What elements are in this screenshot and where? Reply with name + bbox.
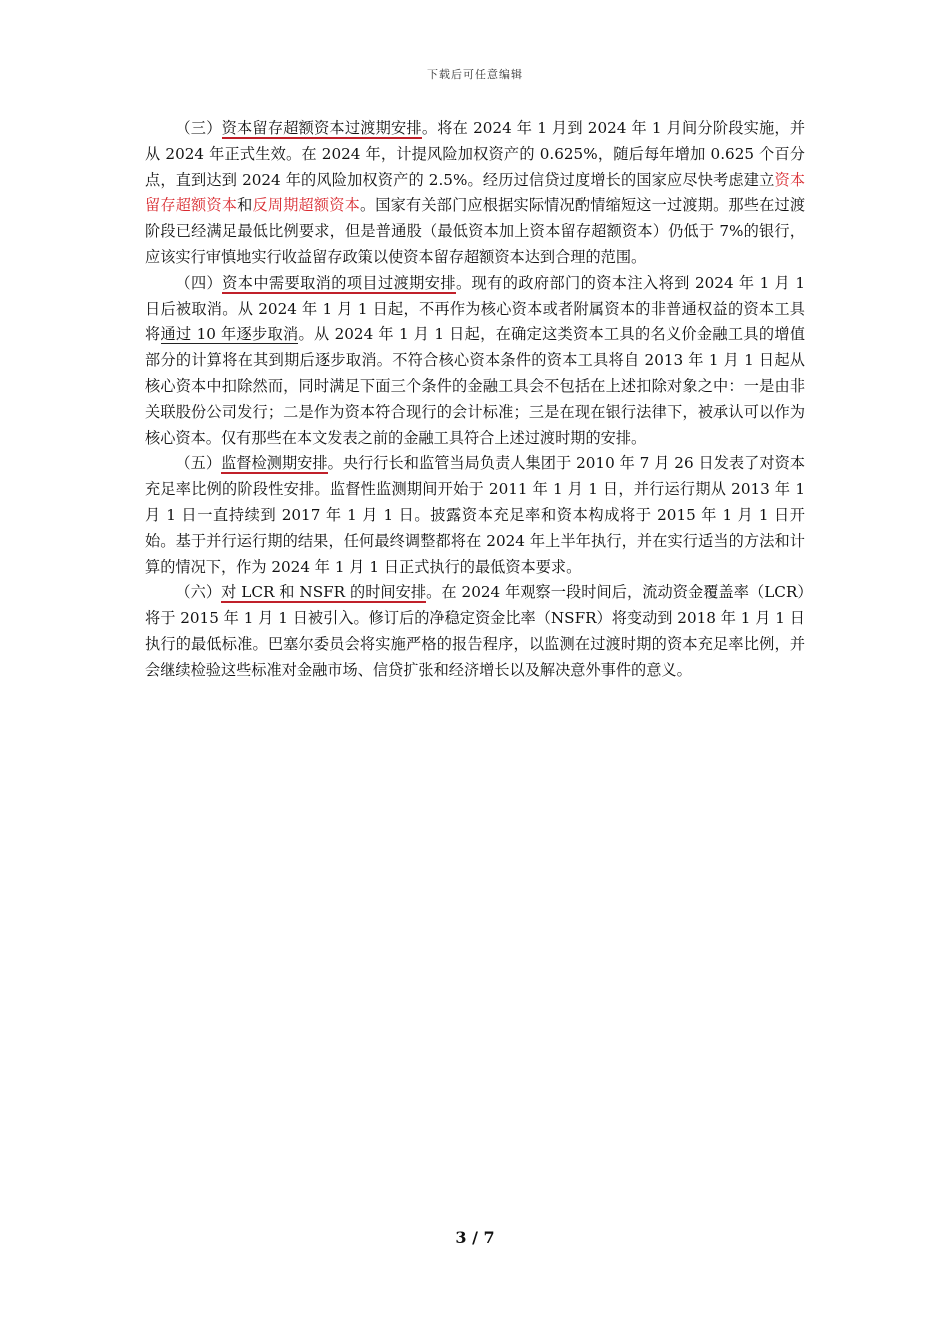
- section-6-text: 。在 2024 年观察一段时间后，流动资金覆盖率（LCR）将于 2015 年 1 月 1 日被引入。修订后的净稳定资金比率（NSFR）将变动到 2018 年 1 月 1 日执行的最低标准。巴塞尔委员会将实施严格的报告程序，以监测在过渡时期的资本充足率比例，并会继续检验这些标准对金融市场、信贷扩张和经济增长以及解决意外事件的意义。: [145, 583, 805, 679]
- document-body: [145, 116, 805, 684]
- countercyclical-buffer-highlight: 反周期超额资本: [252, 196, 360, 215]
- section-4-text-b: 。从 2024 年 1 月 1 日起，在确定这类资本工具的名义价金融工具的增值部分的计算将在其到期后逐步取消。不符合核心资本条件的资本工具将自 2013 年 1 月 1 日起从核心资本中扣除然而，同时满足下面三个条件的金融工具会不包括在上述扣除对象之中：一是由非关联股份公司发行；二是作为资本符合现行的会计标准；三是在现在银行法律下，被承认可以作为核心资本。仅有那些在本文发表之前的金融工具符合上述过渡时期的安排。: [145, 325, 806, 447]
- section-3-number: （三）: [175, 119, 222, 137]
- section-3-conjunction: 和: [237, 196, 253, 215]
- section-5-heading: 监督检测期安排: [221, 454, 328, 473]
- section-4-text-a: 。现有的政府部门的资本注入将到 2024 年 1 月 1 日后被取消。从 2024 年 1 月 1 日起，不再作为核心资本或者附属资本的非普通权益的资本工具将: [145, 273, 806, 344]
- section-6-heading: 对 LCR 和 NSFR 的时间安排: [221, 583, 427, 602]
- section-3-paragraph: [145, 116, 805, 271]
- section-6-paragraph: [145, 580, 805, 683]
- section-4-number: （四）: [175, 273, 223, 292]
- section-4-heading: 资本中需要取消的项目过渡期安排: [222, 273, 456, 292]
- section-3-text-b: 。国家有关部门应根据实际情况酌情缩短这一过渡期。那些在过渡阶段已经满足最低比例要求，但是普通股（最低资本加上资本留存超额资本）仍低于 7%的银行，应该实行审慎地实行收益留存政策以使资本留存超额资本达到合理的范围。: [145, 196, 806, 266]
- section-4-paragraph: [145, 271, 805, 452]
- page-header: 下载后可任意编辑: [427, 68, 523, 81]
- section-6-number: （六）: [175, 583, 222, 602]
- page-number: 3 / 7: [455, 1228, 495, 1247]
- capital-conservation-buffer-highlight: 资本留存超额资本: [145, 170, 806, 215]
- section-5-number: （五）: [175, 454, 222, 473]
- section-5-text: 。央行行长和监管当局负责人集团于 2010 年 7 月 26 日发表了对资本充足率比例的阶段性安排。监督性监测期间开始于 2011 年 1 月 1 日，并行运行期从 2013 年 1 月 1 日一直持续到 2017 年 1 月 1 日。披露资本充足率和资本构成将于 2015 年 1 月 1 日开始。基于并行运行期的结果，任何最终调整都将在 2024 年上半年执行，并在实行适当的方法和计算的情况下，作为 2024 年 1 月 1 日正式执行的最低资本要求。: [145, 454, 806, 576]
- section-3-heading: 资本留存超额资本过渡期安排: [221, 119, 422, 137]
- phase-out-underlined: 通过 10 年逐步取消: [160, 325, 299, 344]
- section-3-text-a: 。将在 2024 年 1 月到 2024 年 1 月间分阶段实施，并从 2024 年正式生效。在 2024 年，计提风险加权资产的 0.625%，随后每年增加 0.625 个百分点，直到达到 2024 年的风险加权资产的 2.5%。经历过信贷过度增长的国家应尽快考虑建立: [145, 119, 806, 189]
- section-5-paragraph: [145, 451, 805, 580]
